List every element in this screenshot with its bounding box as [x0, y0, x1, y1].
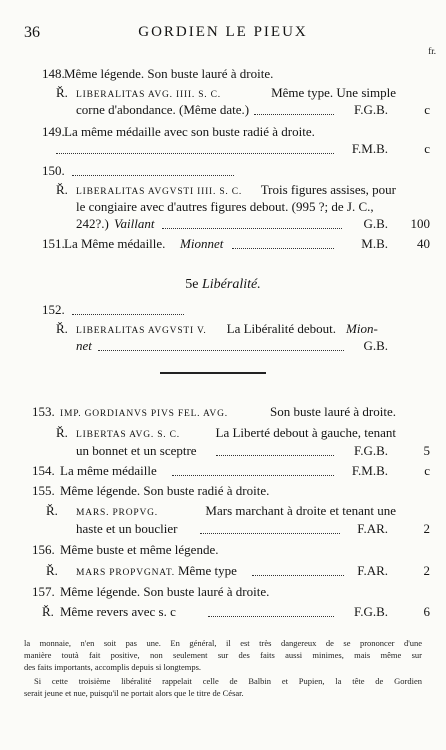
entry-154 [0, 463, 446, 483]
reverse-mark: Ř. [56, 182, 68, 197]
entry-text: Même légende. Son buste radié à droite. [60, 483, 270, 498]
rarity-mark: G.B. [363, 216, 388, 231]
rarity-mark: F.AR. [357, 563, 388, 578]
section-title: Libéralité. [201, 277, 261, 292]
entry-155 [0, 483, 446, 503]
reverse-mark: Ř. [56, 425, 68, 440]
rarity-mark: F.AR. [357, 521, 388, 536]
section-number: 5e [185, 277, 199, 292]
value: c [424, 463, 430, 478]
dot-leader [172, 463, 334, 476]
entry-text: La même médaille [60, 463, 157, 478]
dot-leader [56, 141, 334, 154]
footnote-line: Si cette troisième libéralité rappelait celle de Balbin et Pupien, la tête de Gordien [34, 676, 422, 686]
dot-leader [252, 563, 344, 576]
dot-leader [208, 604, 334, 617]
page-number: 36 [24, 24, 40, 41]
author-name: Mionnet [180, 236, 224, 251]
entry-150-reverse-cont2 [0, 216, 446, 236]
entry-text: Même légende. Son buste lauré à droite. [60, 584, 270, 599]
entry-152-reverse-cont [0, 338, 446, 358]
entry-150 [0, 163, 446, 183]
rarity-mark: F.G.B. [354, 443, 388, 458]
rarity-mark: F.G.B. [354, 604, 388, 619]
value: 100 [410, 216, 430, 231]
entry-number: 150. [42, 163, 65, 178]
entry-157-reverse [0, 604, 446, 624]
legend-text: LIBERALITAS AVGVSTI V. [76, 326, 207, 336]
rarity-mark: F.G.B. [354, 102, 388, 117]
value: c [424, 102, 430, 117]
dot-leader [254, 102, 334, 115]
entry-number: 156. [32, 542, 55, 557]
entry-153 [0, 404, 446, 424]
dot-leader [72, 302, 184, 315]
value: 40 [417, 236, 430, 251]
entry-151 [0, 236, 446, 256]
entry-text: Même type. Une simple [271, 85, 396, 100]
dot-leader [200, 521, 340, 534]
entry-text: 242?.) [76, 216, 109, 231]
entry-148-reverse-cont [0, 102, 446, 122]
reverse-mark: Ř. [42, 604, 54, 619]
entry-text: Même buste et même légende. [60, 542, 219, 557]
reverse-mark: Ř. [46, 563, 58, 578]
author-name: Vaillant [114, 216, 155, 231]
legend-text: LIBERALITAS AVG. IIII. S. C. [76, 90, 221, 100]
entry-text: La Même médaille. [64, 236, 166, 251]
entry-number: 153. [32, 404, 55, 419]
value: 2 [423, 521, 430, 536]
entry-number: 152. [42, 302, 65, 317]
entry-number: 151. [42, 236, 65, 251]
entry-text: Même type [178, 563, 237, 578]
entry-text: Mars marchant à droite et tenant une [205, 503, 396, 518]
section-heading [0, 277, 446, 293]
legend-text: MARS. PROPVG. [76, 508, 158, 518]
reverse-mark: Ř. [56, 321, 68, 336]
value: 6 [423, 604, 430, 619]
entry-number: 157. [32, 584, 55, 599]
entry-text: corne d'abondance. (Même date.) [76, 102, 250, 117]
entry-text: haste et un bouclier [76, 521, 178, 536]
legend-text: MARS PROPVGNAT. [76, 568, 175, 578]
page-header [0, 24, 446, 56]
entry-155-reverse [0, 503, 446, 523]
marginal-note: fr. [428, 46, 436, 56]
entry-149-cont [0, 141, 446, 161]
legend-text: LIBERTAS AVG. S. C. [76, 430, 180, 440]
entry-text: La Liberté debout à gauche, tenant [215, 425, 396, 440]
entry-number: 154. [32, 463, 55, 478]
running-title: GORDIEN LE PIEUX [138, 24, 308, 40]
entry-148 [0, 66, 446, 86]
rarity-mark: G.B. [363, 338, 388, 353]
dot-leader [98, 338, 344, 351]
reverse-mark: Ř. [46, 503, 58, 518]
legend-text: LIBERALITAS AVGVSTI IIII. S. C. [76, 187, 243, 197]
entry-156 [0, 542, 446, 562]
entry-text: Trois figures assises, pour [260, 182, 396, 197]
entry-number: 148. [42, 66, 65, 81]
author-name: Mion- [346, 321, 378, 336]
dot-leader [232, 236, 334, 249]
rarity-mark: F.M.B. [351, 141, 388, 156]
entry-156-reverse [0, 563, 446, 583]
entry-text: La même médaille avec son buste radié à droite. [64, 124, 315, 139]
entry-text: Même légende. Son buste lauré à droite. [64, 66, 274, 81]
entry-152 [0, 302, 446, 322]
entry-number: 155. [32, 483, 55, 498]
rarity-mark: M.B. [361, 236, 388, 251]
dot-leader [216, 443, 334, 456]
entry-155-reverse-cont [0, 521, 446, 541]
value: 2 [423, 563, 430, 578]
dot-leader [162, 216, 342, 229]
footnote-line: des faits importants, accomplis depuis si longtemps. [24, 662, 202, 672]
entry-text: Même revers avec s. c [60, 604, 176, 619]
footnote-line: serait jeune et nue, puisqu'il ne portait alors que le titre de César. [24, 688, 244, 698]
legend-text: IMP. GORDIANVS PIVS FEL. AVG. [60, 409, 228, 419]
entry-number: 149. [42, 124, 65, 139]
value: c [424, 141, 430, 156]
dot-leader [72, 163, 234, 176]
entry-text: La Libéralité debout. [226, 321, 336, 336]
entry-text: Son buste lauré à droite. [270, 404, 396, 419]
value: 5 [423, 443, 430, 458]
reverse-mark: Ř. [56, 85, 68, 100]
entry-text: le congiaire avec d'autres figures debout. (995 ?; de J. C., [76, 199, 374, 214]
author-name: net [76, 338, 92, 353]
entry-text: un bonnet et un sceptre [76, 443, 197, 458]
rarity-mark: F.M.B. [351, 463, 388, 478]
entry-157 [0, 584, 446, 604]
separator-rule [160, 372, 266, 374]
footnote-line: manière toutà fait positive, non seulement sur des faits aussi minimes, mais même sur [24, 650, 422, 660]
entry-153-reverse [0, 425, 446, 445]
footnote-line: la monnaie, n'en soit pas une. En général, il est très dangereux de se prononcer d'une [24, 638, 422, 648]
entry-153-reverse-cont [0, 443, 446, 463]
